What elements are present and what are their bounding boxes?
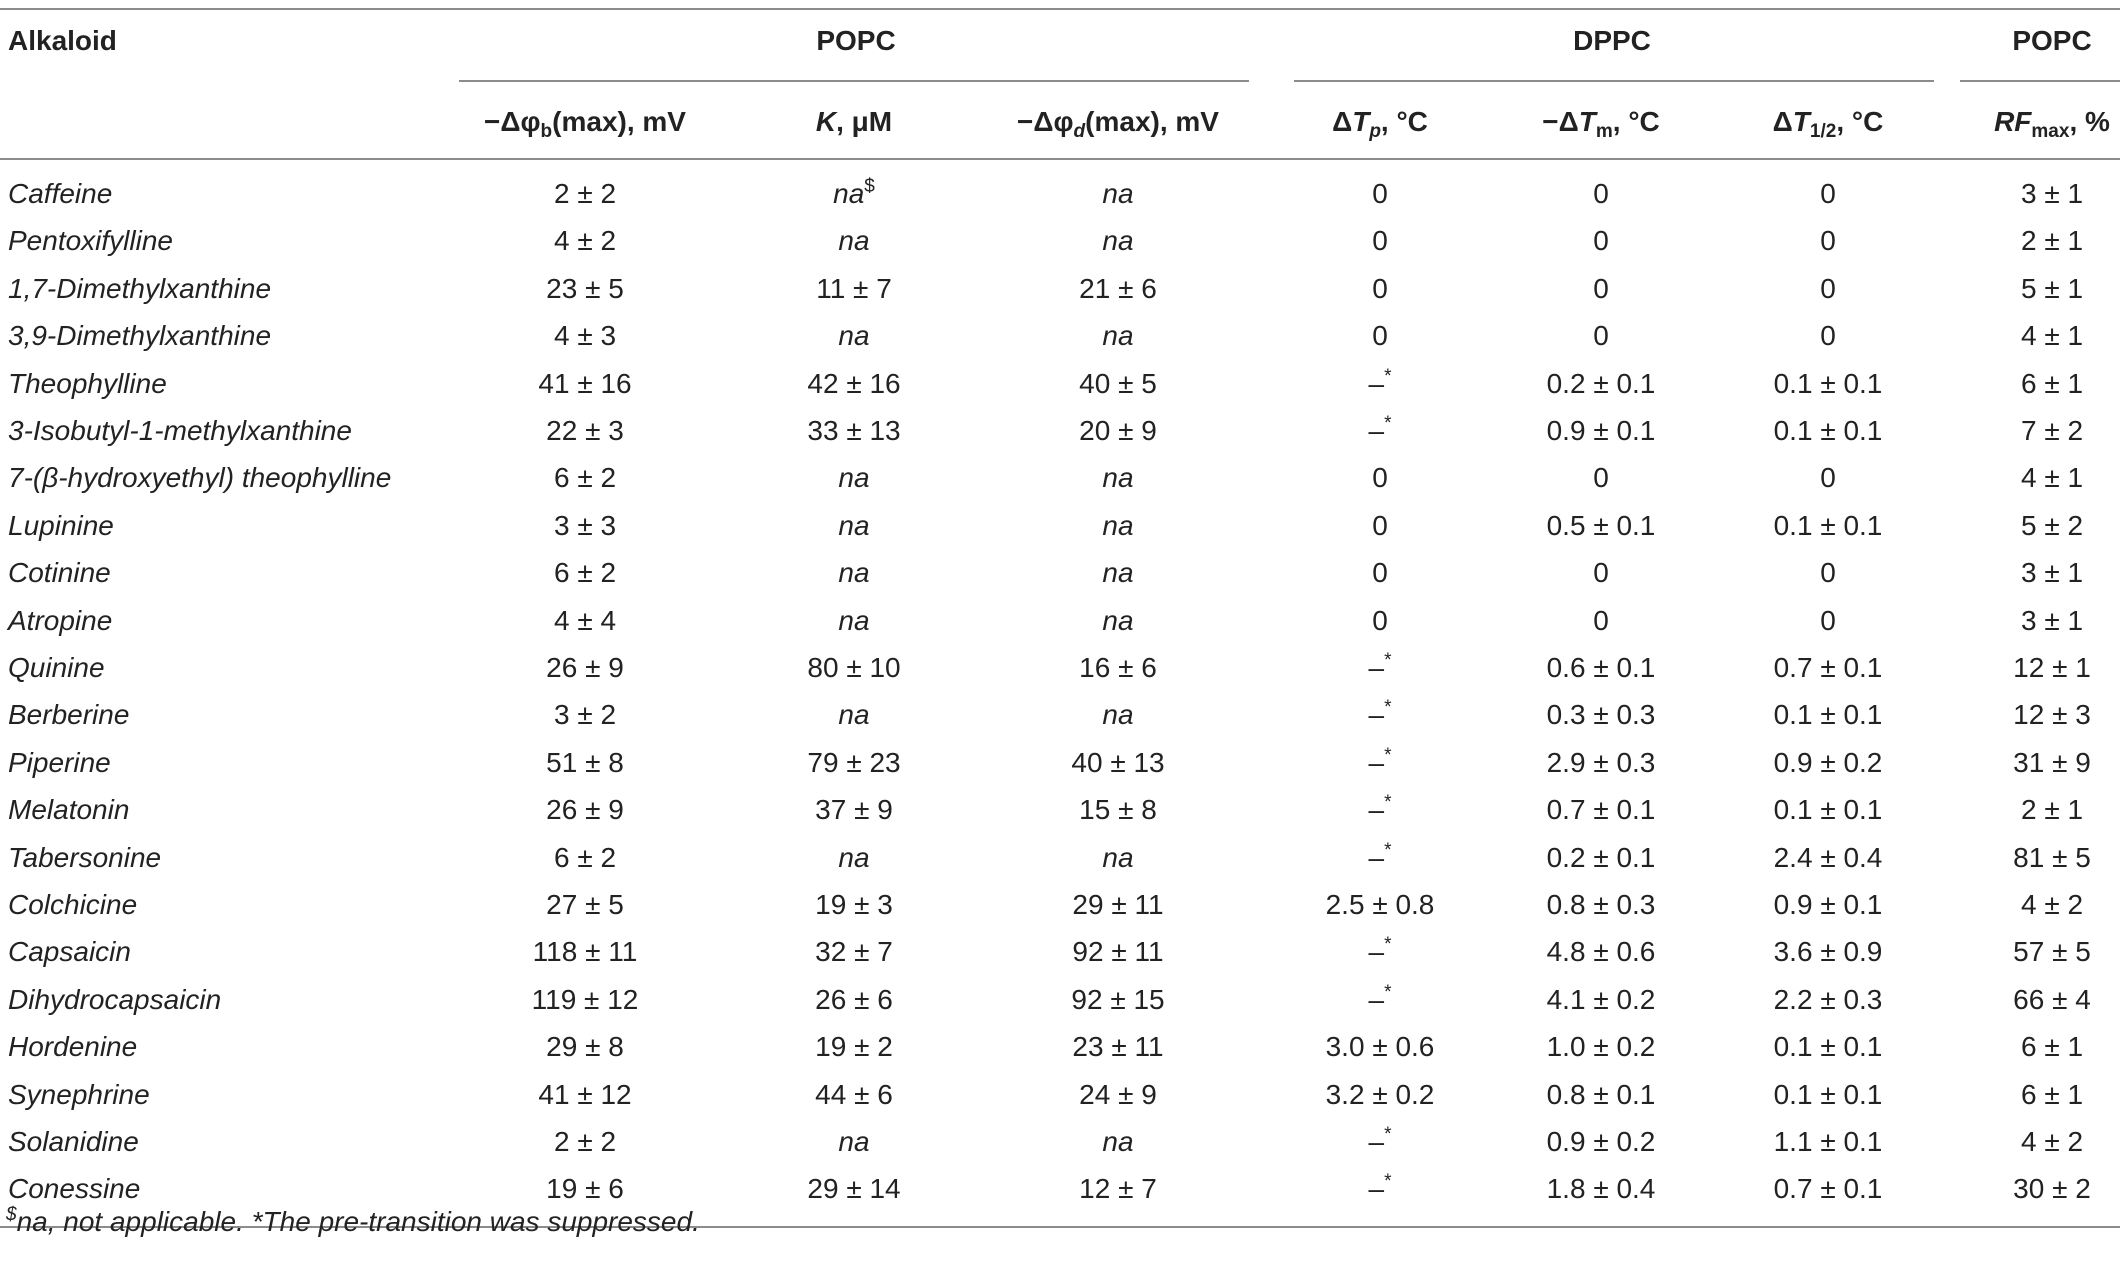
cell-dtp: –* bbox=[1368, 982, 1392, 1015]
alkaloid-name-cell: Dihydrocapsaicin bbox=[8, 984, 222, 1015]
top-rule bbox=[0, 8, 2120, 10]
popc-rf-group-header: POPC bbox=[2012, 25, 2092, 56]
cell-k: na bbox=[838, 225, 870, 256]
cell-rf: 7 ± 2 bbox=[2020, 415, 2084, 446]
cell-k: 33 ± 13 bbox=[807, 415, 901, 446]
cell-rf: 4 ± 2 bbox=[2020, 1126, 2084, 1157]
cell-dt12: 0 bbox=[1820, 605, 1836, 636]
alkaloid-name-cell: Capsaicin bbox=[8, 936, 131, 967]
cell-dtp: 3.0 ± 0.6 bbox=[1325, 1031, 1435, 1062]
cell-dt12: 0.7 ± 0.1 bbox=[1773, 652, 1883, 683]
cell-dphi-b: 27 ± 5 bbox=[546, 889, 624, 920]
alkaloid-name-cell: Theophylline bbox=[8, 368, 167, 399]
cell-dphi-b: 4 ± 4 bbox=[553, 605, 617, 636]
cell-dtp: –* bbox=[1368, 1171, 1392, 1204]
cell-dphi-d: na bbox=[1102, 605, 1134, 636]
alkaloid-name-cell: Piperine bbox=[8, 747, 111, 778]
cell-dtp: –* bbox=[1368, 934, 1392, 967]
cell-dtp: 0 bbox=[1372, 273, 1388, 304]
cell-dphi-d: 40 ± 13 bbox=[1071, 747, 1165, 778]
cell-dphi-d: 23 ± 11 bbox=[1072, 1031, 1164, 1062]
alkaloid-name-cell: 1,7-Dimethylxanthine bbox=[8, 273, 272, 304]
cell-dtm: 0.9 ± 0.1 bbox=[1546, 415, 1656, 446]
cell-dtm: 0 bbox=[1593, 605, 1609, 636]
cell-dphi-b: 23 ± 5 bbox=[546, 273, 624, 304]
cell-dtm: 0.2 ± 0.1 bbox=[1546, 842, 1656, 873]
cell-dt12: 0.1 ± 0.1 bbox=[1773, 699, 1883, 730]
cell-rf: 4 ± 2 bbox=[2020, 889, 2084, 920]
alkaloid-name-cell: Synephrine bbox=[8, 1079, 150, 1110]
cell-dtp: 2.5 ± 0.8 bbox=[1325, 889, 1435, 920]
cell-dtm: 0 bbox=[1593, 462, 1609, 493]
cell-dtp: –* bbox=[1368, 840, 1392, 873]
cell-dt12: 1.1 ± 0.1 bbox=[1773, 1126, 1883, 1157]
cell-dtm: 0 bbox=[1593, 225, 1609, 256]
cell-k: 29 ± 14 bbox=[807, 1173, 901, 1204]
cell-k: na bbox=[838, 557, 870, 588]
cell-dtp: –* bbox=[1368, 697, 1392, 730]
cell-k: 42 ± 16 bbox=[807, 368, 901, 399]
cell-dtm: 0 bbox=[1593, 273, 1609, 304]
alkaloid-name-cell: 3-Isobutyl-1-methylxanthine bbox=[8, 415, 352, 446]
cell-dtp: –* bbox=[1368, 650, 1392, 683]
cell-rf: 5 ± 1 bbox=[2020, 273, 2084, 304]
cell-dphi-b: 119 ± 12 bbox=[531, 984, 639, 1015]
cell-dtm: 0.2 ± 0.1 bbox=[1546, 368, 1656, 399]
cell-dtm: 2.9 ± 0.3 bbox=[1546, 747, 1656, 778]
alkaloid-name-cell: Colchicine bbox=[8, 889, 138, 920]
cell-rf: 4 ± 1 bbox=[2020, 320, 2084, 351]
cell-k: 44 ± 6 bbox=[815, 1079, 893, 1110]
cell-dtp: –* bbox=[1368, 366, 1392, 399]
cell-dphi-d: na bbox=[1102, 178, 1134, 209]
dppc-group-rule bbox=[1294, 80, 1934, 82]
cell-dtp: 0 bbox=[1372, 510, 1388, 541]
alkaloid-name-cell: Pentoxifylline bbox=[8, 225, 173, 256]
cell-dphi-b: 3 ± 2 bbox=[553, 699, 617, 730]
alkaloid-name-cell: Hordenine bbox=[8, 1031, 138, 1062]
cell-dphi-d: 92 ± 15 bbox=[1071, 984, 1165, 1015]
cell-dphi-b: 26 ± 9 bbox=[546, 794, 624, 825]
cell-k: 37 ± 9 bbox=[815, 794, 893, 825]
popc-group-header: POPC bbox=[816, 25, 896, 56]
cell-dphi-d: na bbox=[1102, 842, 1134, 873]
cell-rf: 12 ± 1 bbox=[2013, 652, 2091, 683]
cell-rf: 12 ± 3 bbox=[2013, 699, 2091, 730]
cell-k: 32 ± 7 bbox=[815, 936, 893, 967]
alkaloid-name-cell: Lupinine bbox=[8, 510, 114, 541]
cell-k: na bbox=[838, 842, 870, 873]
cell-dphi-d: na bbox=[1102, 225, 1134, 256]
cell-dtp: 0 bbox=[1372, 557, 1388, 588]
cell-dphi-b: 6 ± 2 bbox=[553, 842, 617, 873]
cell-dtm: 0.3 ± 0.3 bbox=[1546, 699, 1656, 730]
cell-dtm: 0 bbox=[1593, 320, 1609, 351]
alkaloid-header: Alkaloid bbox=[8, 25, 117, 56]
cell-rf: 81 ± 5 bbox=[2013, 842, 2091, 873]
cell-dphi-d: na bbox=[1102, 1126, 1134, 1157]
cell-dtp: –* bbox=[1368, 745, 1392, 778]
cell-dt12: 0.1 ± 0.1 bbox=[1773, 415, 1883, 446]
popc-rf-group-rule bbox=[1960, 80, 2120, 82]
dppc-group-header: DPPC bbox=[1573, 25, 1651, 56]
cell-rf: 2 ± 1 bbox=[2020, 794, 2084, 825]
cell-dtp: –* bbox=[1368, 413, 1392, 446]
alkaloid-name-cell: Tabersonine bbox=[8, 842, 162, 873]
cell-rf: 4 ± 1 bbox=[2020, 462, 2084, 493]
col-header-k: K, μM bbox=[815, 106, 893, 137]
alkaloid-name-cell: Atropine bbox=[8, 605, 113, 636]
cell-dphi-b: 118 ± 11 bbox=[532, 936, 638, 967]
cell-dphi-d: na bbox=[1102, 320, 1134, 351]
alkaloid-name-cell: Conessine bbox=[8, 1173, 141, 1204]
cell-dtm: 0.7 ± 0.1 bbox=[1546, 794, 1656, 825]
cell-dphi-b: 2 ± 2 bbox=[553, 1126, 617, 1157]
col-header-dphi-d: $-\Delta\varphi_d(\max)$, mV bbox=[1017, 106, 1219, 142]
cell-rf: 31 ± 9 bbox=[2013, 747, 2091, 778]
cell-dphi-d: 40 ± 5 bbox=[1079, 368, 1157, 399]
cell-k: na bbox=[838, 699, 870, 730]
cell-dtm: 0.8 ± 0.3 bbox=[1546, 889, 1656, 920]
cell-rf: 3 ± 1 bbox=[2020, 605, 2084, 636]
header-bottom-rule bbox=[0, 158, 2120, 160]
cell-dtm: 1.8 ± 0.4 bbox=[1546, 1173, 1656, 1204]
cell-dphi-b: 51 ± 8 bbox=[546, 747, 624, 778]
cell-dt12: 0 bbox=[1820, 557, 1836, 588]
cell-k: na bbox=[838, 462, 870, 493]
cell-rf: 6 ± 1 bbox=[2020, 368, 2084, 399]
cell-rf: 3 ± 1 bbox=[2020, 557, 2084, 588]
cell-dphi-b: 26 ± 9 bbox=[546, 652, 624, 683]
cell-dphi-b: 6 ± 2 bbox=[553, 462, 617, 493]
cell-dt12: 0 bbox=[1820, 320, 1836, 351]
cell-dphi-b: 41 ± 12 bbox=[538, 1079, 632, 1110]
cell-dtm: 4.8 ± 0.6 bbox=[1546, 936, 1656, 967]
cell-dt12: 2.4 ± 0.4 bbox=[1773, 842, 1883, 873]
cell-dphi-b: 22 ± 3 bbox=[546, 415, 624, 446]
alkaloid-name-cell: 7-(β-hydroxyethyl) theophylline bbox=[8, 462, 392, 493]
cell-dtm: 1.0 ± 0.2 bbox=[1546, 1031, 1656, 1062]
cell-dphi-d: na bbox=[1102, 557, 1134, 588]
cell-dtm: 0.9 ± 0.2 bbox=[1546, 1126, 1656, 1157]
cell-rf: 66 ± 4 bbox=[2013, 984, 2091, 1015]
col-header-dphi-b: $-\Delta\varphi_b(\max)$, mV bbox=[484, 106, 686, 142]
cell-dphi-b: 19 ± 6 bbox=[546, 1173, 624, 1204]
cell-rf: 6 ± 1 bbox=[2020, 1079, 2084, 1110]
cell-rf: 6 ± 1 bbox=[2020, 1031, 2084, 1062]
cell-rf: 2 ± 1 bbox=[2020, 225, 2084, 256]
cell-dphi-b: 4 ± 2 bbox=[553, 225, 617, 256]
cell-k: 79 ± 23 bbox=[807, 747, 901, 778]
cell-dt12: 0.1 ± 0.1 bbox=[1773, 1079, 1883, 1110]
alkaloid-name-cell: Caffeine bbox=[8, 178, 113, 209]
cell-dt12: 0 bbox=[1820, 178, 1836, 209]
popc-group-rule bbox=[459, 80, 1249, 82]
alkaloid-name-cell: Cotinine bbox=[8, 557, 111, 588]
cell-k: na bbox=[838, 320, 870, 351]
col-header-dt12: $\Delta T_{1/2}$, °C bbox=[1772, 106, 1884, 142]
cell-dtp: 0 bbox=[1372, 320, 1388, 351]
cell-dt12: 0.1 ± 0.1 bbox=[1773, 368, 1883, 399]
cell-rf: 57 ± 5 bbox=[2013, 936, 2091, 967]
cell-k: 26 ± 6 bbox=[815, 984, 893, 1015]
cell-dtm: 0 bbox=[1593, 178, 1609, 209]
cell-dt12: 0.1 ± 0.1 bbox=[1773, 1031, 1883, 1062]
cell-k: 11 ± 7 bbox=[816, 273, 892, 304]
cell-dt12: 0 bbox=[1820, 225, 1836, 256]
cell-k: 19 ± 2 bbox=[815, 1031, 893, 1062]
cell-dphi-d: na bbox=[1102, 462, 1134, 493]
cell-rf: 5 ± 2 bbox=[2020, 510, 2084, 541]
cell-dphi-b: 41 ± 16 bbox=[538, 368, 632, 399]
cell-dtp: 0 bbox=[1372, 462, 1388, 493]
cell-k: na$ bbox=[833, 176, 875, 209]
cell-dt12: 3.6 ± 0.9 bbox=[1773, 936, 1883, 967]
cell-dphi-b: 29 ± 8 bbox=[546, 1031, 624, 1062]
alkaloid-name-cell: Melatonin bbox=[8, 794, 130, 825]
cell-dphi-b: 4 ± 3 bbox=[553, 320, 617, 351]
cell-rf: 30 ± 2 bbox=[2013, 1173, 2091, 1204]
cell-dphi-d: 12 ± 7 bbox=[1079, 1173, 1157, 1204]
cell-dtp: 0 bbox=[1372, 178, 1388, 209]
cell-dphi-d: 16 ± 6 bbox=[1079, 652, 1157, 683]
cell-k: na bbox=[838, 510, 870, 541]
alkaloid-name-cell: Quinine bbox=[8, 652, 105, 683]
cell-dphi-d: 21 ± 6 bbox=[1079, 273, 1157, 304]
cell-dt12: 0 bbox=[1820, 462, 1836, 493]
cell-dphi-d: 29 ± 11 bbox=[1072, 889, 1164, 920]
table-footnote: $na, not applicable. *The pre-transition was suppressed. bbox=[6, 1204, 700, 1237]
cell-dphi-d: 15 ± 8 bbox=[1079, 794, 1157, 825]
cell-dtp: 0 bbox=[1372, 225, 1388, 256]
alkaloid-name-cell: Solanidine bbox=[8, 1126, 139, 1157]
cell-dphi-b: 2 ± 2 bbox=[553, 178, 617, 209]
cell-dt12: 0.9 ± 0.1 bbox=[1773, 889, 1883, 920]
cell-dphi-d: 20 ± 9 bbox=[1079, 415, 1157, 446]
cell-k: na bbox=[838, 605, 870, 636]
cell-dphi-d: na bbox=[1102, 510, 1134, 541]
alkaloid-name-cell: 3,9-Dimethylxanthine bbox=[8, 320, 272, 351]
cell-dtm: 0.8 ± 0.1 bbox=[1546, 1079, 1656, 1110]
cell-dphi-b: 6 ± 2 bbox=[553, 557, 617, 588]
cell-dtp: –* bbox=[1368, 792, 1392, 825]
cell-dtm: 0 bbox=[1593, 557, 1609, 588]
cell-dphi-b: 3 ± 3 bbox=[553, 510, 617, 541]
cell-k: na bbox=[838, 1126, 870, 1157]
cell-k: 19 ± 3 bbox=[815, 889, 893, 920]
cell-dtp: 3.2 ± 0.2 bbox=[1325, 1079, 1435, 1110]
col-header-rf: $RF_{max}$, % bbox=[1994, 106, 2110, 142]
cell-dt12: 0 bbox=[1820, 273, 1836, 304]
cell-dtm: 0.6 ± 0.1 bbox=[1546, 652, 1656, 683]
cell-dtm: 4.1 ± 0.2 bbox=[1546, 984, 1656, 1015]
cell-dtp: –* bbox=[1368, 1124, 1392, 1157]
cell-dphi-d: 92 ± 11 bbox=[1072, 936, 1164, 967]
alkaloid-name-cell: Berberine bbox=[8, 699, 130, 730]
cell-dt12: 0.9 ± 0.2 bbox=[1773, 747, 1883, 778]
cell-dtp: 0 bbox=[1372, 605, 1388, 636]
cell-dphi-d: na bbox=[1102, 699, 1134, 730]
col-header-dtm: $-\Delta T_m$, °C bbox=[1542, 106, 1660, 142]
cell-k: 80 ± 10 bbox=[807, 652, 901, 683]
cell-dtm: 0.5 ± 0.1 bbox=[1546, 510, 1656, 541]
cell-dphi-d: 24 ± 9 bbox=[1079, 1079, 1157, 1110]
col-header-dtp: $\Delta T_p$, °C bbox=[1332, 106, 1428, 142]
cell-dt12: 0.1 ± 0.1 bbox=[1773, 510, 1883, 541]
cell-dt12: 0.7 ± 0.1 bbox=[1773, 1173, 1883, 1204]
cell-dt12: 0.1 ± 0.1 bbox=[1773, 794, 1883, 825]
cell-dt12: 2.2 ± 0.3 bbox=[1773, 984, 1883, 1015]
cell-rf: 3 ± 1 bbox=[2020, 178, 2084, 209]
